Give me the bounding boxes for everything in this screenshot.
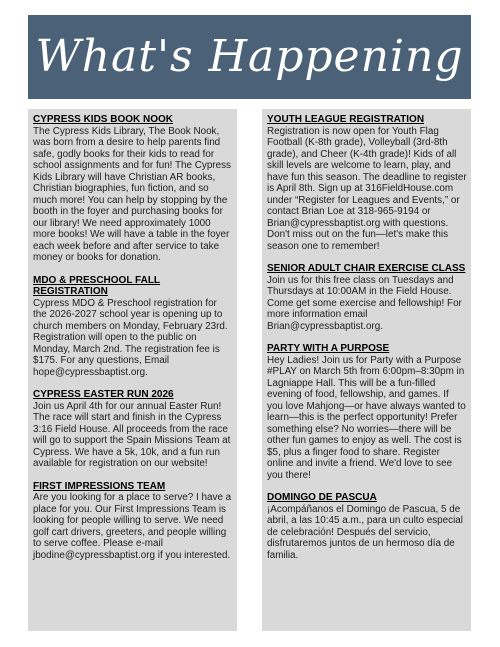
banner-title: What's Happening (35, 31, 464, 82)
section-heading: YOUTH LEAGUE REGISTRATION (267, 114, 425, 125)
section-heading: SENIOR ADULT CHAIR EXERCISE CLASS (267, 263, 466, 274)
section-body: Are you looking for a place to serve? I have a place for you. Our First Impressions Team is looking for people willing to serve. We need golf cart drivers, greeters, and people willing to serve coffee. Please e-mail jbodine@cypressbaptist.org if you interested. (33, 492, 232, 561)
section-heading: CYPRESS EASTER RUN 2026 (33, 389, 174, 400)
section-mdo-preschool (33, 275, 233, 379)
section-body: Join us for this free class on Tuesdays and Thursdays at 10:00AM in the Field House. Come get some exercise and fellowship! For more information email Brian@cypressbaptist.org. (267, 274, 462, 332)
section-kids-book-nook (33, 114, 233, 264)
section-first-impressions (33, 481, 233, 562)
section-body: The Cypress Kids Library, The Book Nook, was born from a desire to help parents find safe, godly books for their kids to read for school assignments and for fun! The Cypress Kids Library will have Christian AR books, Christian biographies, fun fiction, and so much more! You can help by stopping by the booth in the foyer and purchasing books for our library! We need approximately 1000 more books! We will have a table in the foyer each week before and after service to take money or books for donation. (33, 125, 231, 263)
section-senior-chair-exercise (267, 263, 467, 332)
section-youth-league (267, 114, 467, 252)
section-easter-run (33, 389, 233, 470)
section-heading: FIRST IMPRESSIONS TEAM (33, 480, 166, 492)
right-column (262, 109, 471, 631)
section-body: Cypress MDO & Preschool registration for the 2026-2027 school year is opening up to church members on Monday, February 23rd. Registration will open to the public on Monday, March 2nd. The registration fee is $175. For any questions, Email hope@cypressbaptist.org. (33, 297, 228, 378)
section-heading: DOMINGO DE PASCUA (267, 492, 377, 503)
section-heading: MDO & PRESCHOOL FALL REGISTRATION (33, 274, 161, 297)
section-body: Registration is now open for Youth Flag Football (K-8th grade), Volleyball (3rd-8th grade), and Cheer (K-4th grade)! Kids of all skill levels are welcome to learn, play, and have fun this season. The deadline to register is April 8th. Sign up at 316FieldHouse.com under “Register for Leagues and Events,” or contact Brian Loe at 318-965-9194 or Brian@cypressbaptist.org with questions. Don't miss out on the fun—let's make this season one to remember! (267, 125, 467, 252)
left-column (28, 109, 237, 631)
section-body: Join us April 4th for our annual Easter Run! The race will start and finish in the Cypress 3:16 Field House. All proceeds from the race will go to support the Spain Missions Team at Cypress. We have a 5k, 10k, and a fun run available for registration on our website! (33, 400, 231, 469)
section-heading: PARTY WITH A PURPOSE (267, 343, 390, 354)
section-party-with-purpose (267, 343, 467, 481)
section-heading: CYPRESS KIDS BOOK NOOK (33, 114, 174, 125)
section-body: Hey Ladies! Join us for Party with a Purpose #PLAY on March 5th from 6:00pm–8:30pm in Lagniappe Hall. This will be a fun-filled evening of food, fellowship, and games. If you love Mahjong—or have always wanted to learn—this is the perfect opportunity! Prefer something else? No worries—there will be other fun games to enjoy as well. The cost is $5, plus a finger food to share. Register online and invite a friend. We'd love to see you there! (267, 354, 466, 481)
section-domingo-de-pascua (267, 492, 467, 561)
section-body: ¡Acompáñanos el Domingo de Pascua, 5 de abril, a las 10:45 a.m., para un culto especial de celebración! Después del servicio, disfrutaremos juntos de un hermoso día de familia. (267, 503, 463, 561)
header-banner (28, 15, 471, 99)
